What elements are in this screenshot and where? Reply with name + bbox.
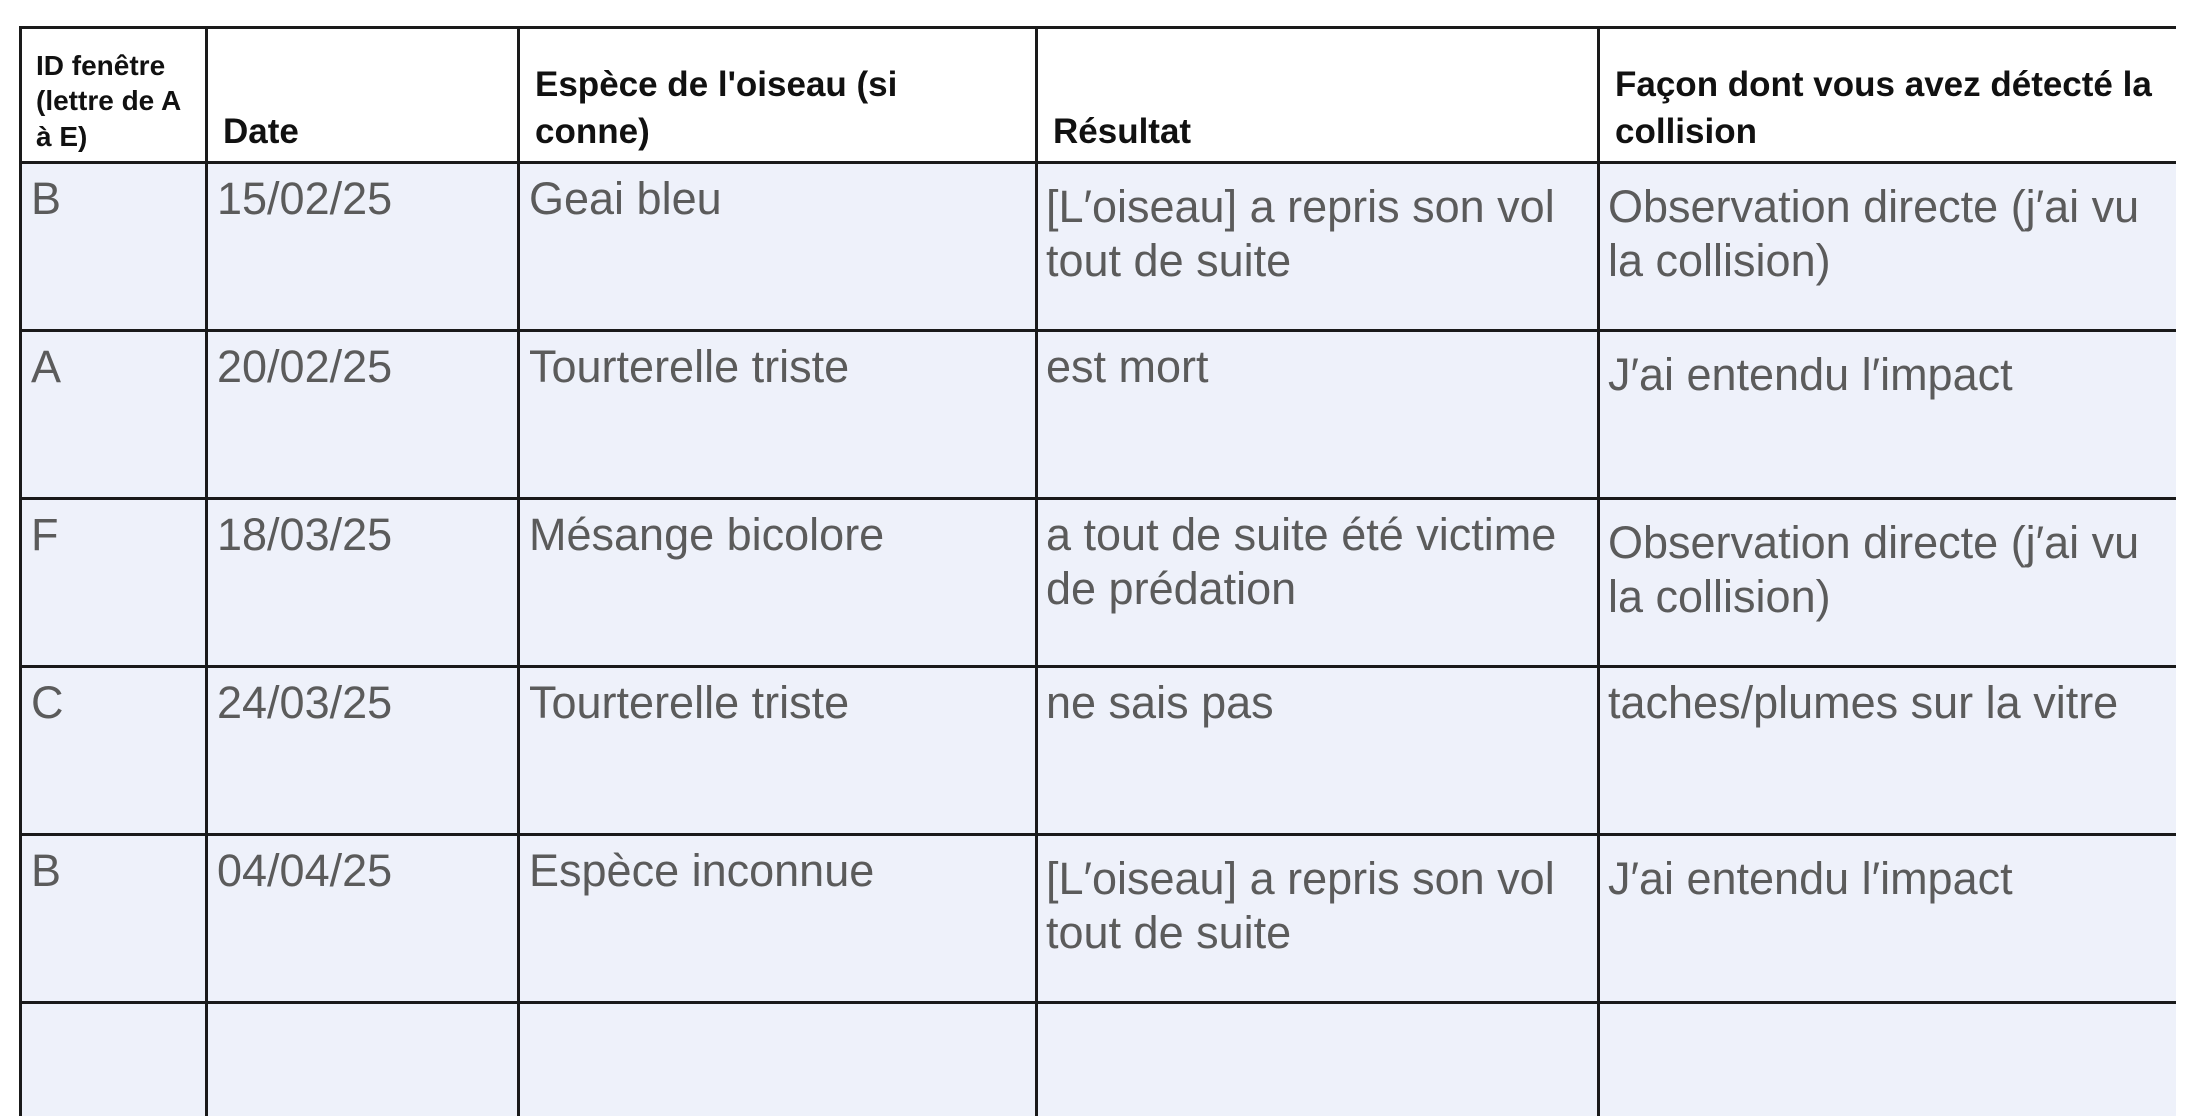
table-row [21,499,2177,667]
cell-result[interactable]: [L′oiseau] a repris son vol tout de suite [1037,835,1599,1003]
cell-detection[interactable]: Observation directe (j′ai vu la collision) [1599,163,2177,331]
cell-date[interactable]: 20/02/25 [207,331,519,499]
cell-result[interactable]: [L′oiseau] a repris son vol tout de suite [1037,163,1599,331]
header-date: Date [207,28,519,163]
table-row [21,163,2177,331]
header-species: Espèce de l'oiseau (si conne) [519,28,1037,163]
cell-date[interactable] [207,1003,519,1116]
cell-species[interactable]: Geai bleu [519,163,1037,331]
cell-result[interactable]: a tout de suite été victime de prédation [1037,499,1599,667]
cell-window-id[interactable]: B [21,163,207,331]
cell-window-id[interactable]: C [21,667,207,835]
cell-window-id[interactable]: A [21,331,207,499]
header-detection: Façon dont vous avez détecté la collision [1599,28,2177,163]
cell-result[interactable]: ne sais pas [1037,667,1599,835]
cell-date[interactable]: 04/04/25 [207,835,519,1003]
collision-log-table [19,26,2176,1116]
cell-window-id[interactable]: B [21,835,207,1003]
cell-detection[interactable]: J′ai entendu l′impact [1599,331,2177,499]
header-window-id: ID fenêtre (lettre de A à E) [21,28,207,163]
cell-species[interactable]: Mésange bicolore [519,499,1037,667]
collision-log-sheet [19,26,2176,1116]
cell-species[interactable] [519,1003,1037,1116]
table-row [21,667,2177,835]
cell-result[interactable]: est mort [1037,331,1599,499]
cell-date[interactable]: 15/02/25 [207,163,519,331]
cell-detection[interactable] [1599,1003,2177,1116]
table-row [21,835,2177,1003]
header-result: Résultat [1037,28,1599,163]
cell-species[interactable]: Espèce inconnue [519,835,1037,1003]
cell-species[interactable]: Tourterelle triste [519,331,1037,499]
cell-detection[interactable]: J′ai entendu l′impact [1599,835,2177,1003]
cell-date[interactable]: 18/03/25 [207,499,519,667]
cell-species[interactable]: Tourterelle triste [519,667,1037,835]
cell-result[interactable] [1037,1003,1599,1116]
header-row [21,28,2177,163]
cell-date[interactable]: 24/03/25 [207,667,519,835]
cell-window-id[interactable]: F [21,499,207,667]
table-row-empty [21,1003,2177,1116]
cell-detection[interactable]: Observation directe (j′ai vu la collision) [1599,499,2177,667]
table-row [21,331,2177,499]
cell-window-id[interactable] [21,1003,207,1116]
cell-detection[interactable]: taches/plumes sur la vitre [1599,667,2177,835]
